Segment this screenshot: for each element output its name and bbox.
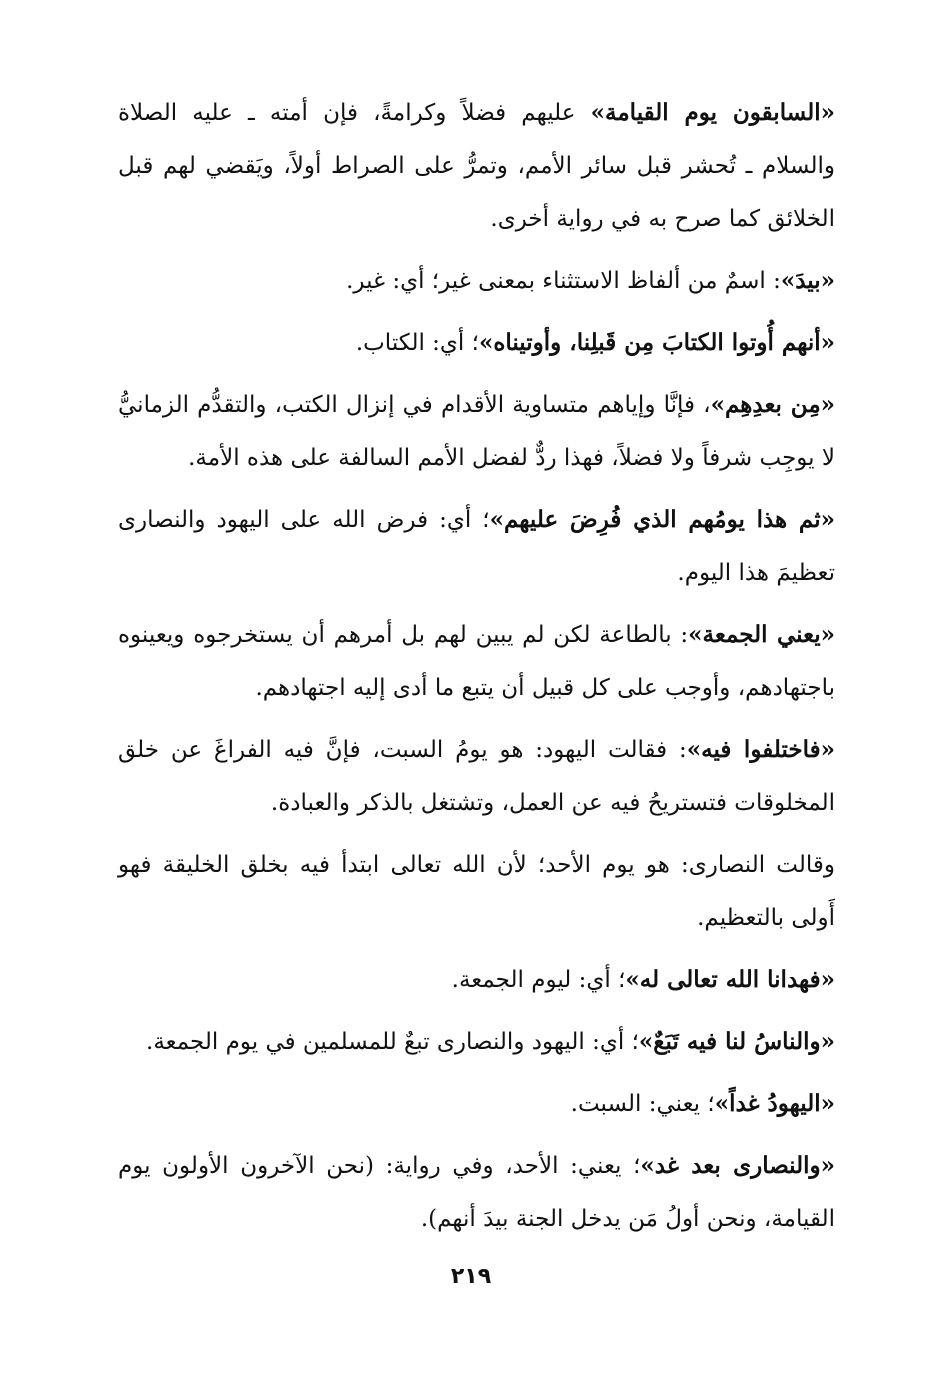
commentary-text: : اسمٌ من ألفاظ الاستثناء بمعنى غير؛ أي: غير. (346, 268, 781, 294)
paragraph-7 (118, 723, 835, 830)
commentary-text: ؛ أي: اليهود والنصارى تبعٌ للمسلمين في يوم الجمعة. (146, 1029, 639, 1055)
hadith-term: «السابقون يوم القيامة» (590, 99, 835, 126)
paragraph-6 (118, 608, 835, 715)
hadith-term: «والنصارى بعد غد» (640, 1152, 835, 1179)
paragraph-11 (118, 1077, 835, 1131)
hadith-term: «مِن بعدِهِم» (710, 391, 836, 418)
commentary-text: عليهم فضلاً وكرامةً، فإن أمته ـ عليه الصلاة والسلام ـ تُحشر قبل سائر الأمم، وتمرُّ على الصراط أولاً، ويَقضي لهم قبل الخلائق كما صرح به في رواية أخرى. (118, 100, 835, 232)
hadith-term: «أنهم أُوتوا الكتابَ مِن قَبلِنا، وأوتيناه» (478, 329, 835, 356)
commentary-text: ؛ يعني: الأحد، وفي رواية: (نحن الآخرون الأولون يوم القيامة، ونحن أولُ مَن يدخل الجنة بيدَ أنهم). (118, 1153, 835, 1232)
commentary-text: ؛ أي: فرض الله على اليهود والنصارى تعظيمَ هذا اليوم. (118, 507, 835, 586)
paragraph-4 (118, 378, 835, 485)
commentary-text: : فقالت اليهود: هو يومُ السبت، فإنَّ فيه الفراغَ عن خلق المخلوقات فتستريحُ فيه عن العمل، وتشتغل بالذكر والعبادة. (118, 737, 835, 816)
commentary-text: ؛ يعني: السبت. (570, 1091, 715, 1117)
hadith-term: «ثم هذا يومُهم الذي فُرِضَ عليهم» (489, 506, 835, 533)
hadith-term: «بيدَ» (780, 267, 835, 294)
commentary-text: ؛ أي: الكتاب. (355, 330, 479, 356)
paragraph-3 (118, 316, 835, 370)
paragraph-9 (118, 953, 835, 1007)
hadith-term: «يعني الجمعة» (688, 621, 835, 648)
paragraph-12 (118, 1139, 835, 1246)
hadith-term: «اليهودُ غداً» (714, 1090, 835, 1117)
hadith-term: «والناسُ لنا فيه تَبَعٌ» (638, 1028, 835, 1055)
page-body-text (118, 86, 835, 1254)
paragraph-2 (118, 254, 835, 308)
commentary-text: ؛ أي: ليوم الجمعة. (451, 967, 626, 993)
paragraph-1 (118, 86, 835, 246)
commentary-text: : بالطاعة لكن لم يبين لهم بل أمرهم أن يستخرجوه ويعينوه باجتهادهم، وأوجب على كل قبيل أن يتبع ما أدى إليه اجتهادهم. (118, 622, 835, 701)
commentary-text: ، فإنَّا وإياهم متساوية الأقدام في إنزال الكتب، والتقدُّم الزمانيُّ لا يوجِب شرفاً ولا فضلاً، فهذا ردٌّ لفضل الأمم السالفة على هذه الأمة. (118, 392, 835, 471)
hadith-term: «فاختلفوا فيه» (686, 736, 835, 763)
paragraph-5 (118, 493, 835, 600)
hadith-term: «فهدانا الله تعالى له» (625, 966, 835, 993)
commentary-text: وقالت النصارى: هو يوم الأحد؛ لأن الله تعالى ابتدأ فيه بخلق الخليقة فهو أَولى بالتعظيم. (118, 852, 835, 931)
page-number: ٢١٩ (450, 1264, 492, 1289)
paragraph-8 (118, 838, 835, 945)
paragraph-10 (118, 1015, 835, 1069)
